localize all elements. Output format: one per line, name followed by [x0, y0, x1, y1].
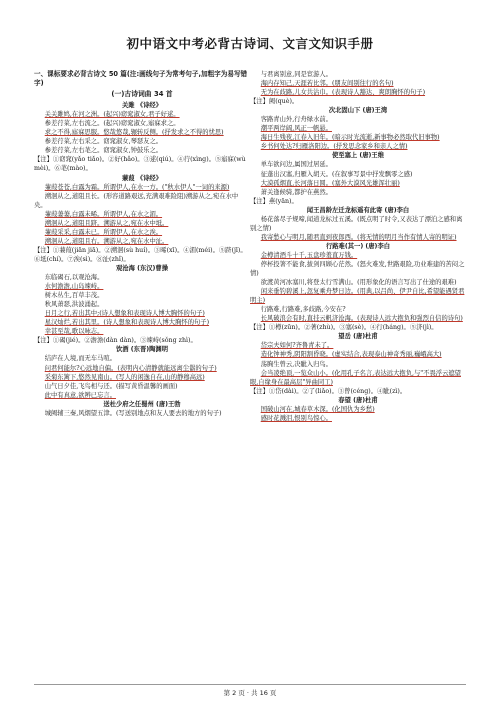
- underlined-line: 蒹葭萋萋,白露未晞。所谓伊人,在水之湄。: [44, 210, 163, 218]
- right-column: [250, 70, 466, 423]
- text-line: 征蓬出汉塞,归雁入胡天。(在叙事写景中抒发飘零之感): [260, 170, 413, 178]
- text-line: 与君离别意,同是宦游人。: [260, 71, 332, 78]
- poem-title: 春望 (唐)杜甫: [338, 396, 378, 404]
- underlined-line: 海日生残夜,江春入旧年。(暗示时光流逝,新事物必然取代旧事物): [260, 134, 440, 142]
- underlined-line: 乡书何处达?归雁洛阳边。(抒发思念家乡和亲人之情): [260, 143, 408, 151]
- poem-title: 关雎 《诗经》: [122, 102, 162, 110]
- poem-title: 观沧海 (东汉)曹操: [115, 264, 169, 272]
- underlined-line: 溯洄从之,道阻且右。溯游从之,宛在水中沚。: [44, 237, 169, 245]
- page-footer: 第 2 页 · 共 16 页: [223, 689, 277, 697]
- annotation-note: 【注】①樽(zūn)。②著(zhù)。③塞(sè)。④行(háng)。⑤济(jì)。: [250, 324, 438, 332]
- underlined-line: 此中有真意,欲辨已忘言。: [44, 391, 116, 399]
- annotation-note: 【注】①岱(dài)。②了(liǎo)。③曾(céng)。④眦(zì)。: [250, 387, 407, 395]
- poem-title: 次北固山下 (唐)王湾: [328, 107, 388, 115]
- underlined-line: 闲来垂钓碧溪上,忽复乘舟梦日边。(用典,以吕尚、伊尹自比,希望能遇贤君明主): [250, 288, 465, 305]
- underlined-line: 采菊东篱下,悠然见南山。(写人的闲逸自在,山的静穆高远): [44, 373, 205, 381]
- underlined-line: 长风破浪会有时,直挂云帆济沧海。(表现诗人远大抱负和强烈自信的诗句): [260, 315, 463, 323]
- poem-title: 蒹葭 《诗经》: [122, 174, 162, 182]
- text-line: 单车欲问边,属国过居延。: [260, 161, 332, 169]
- annotation-note: 【注】阙(què)。: [250, 98, 299, 106]
- text-line: 树木丛生,百草丰茂。: [44, 292, 104, 300]
- text-line: 停杯投箸不能食,拔剑四顾心茫然。(怒火难发,世路艰险,功业难建的苦闷之情): [250, 260, 465, 278]
- underlined-line: 求之不得,寤寐思服。悠哉悠哉,辗转反侧。(抒发求之不得的忧思): [44, 129, 224, 137]
- footer-rule: [34, 684, 466, 685]
- underlined-line: 无为在歧路,儿女共沾巾。(表现诗人豁达、爽朗胸怀的句子): [260, 89, 426, 97]
- text-line: 参差荇菜,左右采之。窈窕淑女,琴瑟友之。: [44, 138, 163, 146]
- left-column: [34, 70, 250, 418]
- underlined-line: 关关雎鸠,在河之洲。(起兴)窈窕淑女,君子好逑。: [44, 111, 180, 119]
- text-line: 客路青山外,行舟绿水前。: [260, 116, 332, 124]
- text-line: 欲渡黄河冰塞川,将登太行雪满山。(用形象化的语言写出了仕途的艰难): [260, 279, 457, 287]
- text-line: 山气日夕佳,飞鸟相与还。(描写黄昏温馨的画面): [44, 382, 178, 390]
- text-line: 结庐在人境,而无车马喧。: [44, 355, 116, 363]
- text-line: 参差荇菜,左右芼之。窈窕淑女,钟鼓乐之。: [44, 147, 163, 155]
- underlined-line: 岱宗夫如何?齐鲁青未了。: [260, 342, 334, 350]
- poem-title: 送杜少府之任蜀州 (唐)王勃: [103, 400, 181, 408]
- text-line: 城阙辅三秦,风烟望五津。(写送别地点和友人要去的地方的句子): [44, 409, 222, 417]
- underlined-line: 溯洄从之,道阻且跻。溯游从之,宛在水中坻。: [44, 219, 169, 227]
- underlined-line: 日月之行,若出其中;(诗人想象和表现诗人博大胸怀的句子): [44, 310, 205, 318]
- underlined-line: 蒹葭采采,白露未已。所谓伊人,在水之涘。: [44, 228, 163, 236]
- text-line: 溯洄从之,道阻且长。(形容道路艰远,充满艰难险阻)溯游从之,宛在水中央。: [34, 192, 239, 209]
- text-line: 荡胸生曾云,决眦入归鸟。: [260, 360, 332, 368]
- section-heading: 一、课标要求必背古诗文 50 篇(注:画线句子为常考句子,加粗字为易写错字): [34, 70, 248, 88]
- underlined-line: 我寄愁心与明月,随君直到夜郎西。(将无情的明月当作有情人寄的明证): [260, 233, 457, 241]
- poem-title: 饮酒 (东晋)陶渊明: [115, 346, 169, 354]
- underlined-line: 幸甚至哉,歌以咏志。: [44, 328, 104, 336]
- annotation-note: 【注】①窈窕(yǎo tiǎo)。②好(hǎo)。③逑(qiú)。④荇(xìng)。⑤寤寐(wù mèi)。⑥芼(mào)。: [34, 156, 246, 173]
- text-line: 行路难,行路难,多歧路,今安在?: [260, 306, 346, 314]
- annotation-note: 【注】①碣(jié)。②澹澹(dàn dàn)。③竦峙(sǒng zhì)。: [34, 337, 197, 345]
- page-title: 初中语文中考必背古诗词、文言文知识手册: [126, 36, 374, 51]
- poem-title: 望岳 (唐)杜甫: [338, 333, 378, 341]
- annotation-note: 【注】①蒹葭(jiān jiā)。②溯洄(sù huí)。③晞(xī)。④湄(méi)。⑤跻(jī)。⑥坻(chí)。⑦涘(sì)。⑧沚(zhǐ)。: [34, 246, 247, 263]
- underlined-line: 大漠孤烟直,长河落日圆。(塞外大漠风光雄浑壮丽): [260, 179, 400, 187]
- text-line: 参差荇菜,左右流之。(起兴)窈窕淑女,寤寐求之。: [44, 120, 180, 128]
- text-line: 秋风萧瑟,洪波涌起。: [44, 301, 104, 309]
- underlined-line: 造化钟神秀,阴阳割昏晓。(虚实结合,表现泰山神奇秀丽,巍峨高大): [260, 351, 442, 359]
- underlined-line: 水何澹澹,山岛竦峙。: [44, 283, 104, 291]
- underlined-line: 蒹葭苍苍,白露为霜。所谓伊人,在水一方。("秋水伊人"一词的来源): [44, 183, 230, 191]
- underlined-line: 问君何能尔?心远地自偏。(表明内心清静就能远离尘嚣的句子): [44, 364, 217, 372]
- text-line: 东临碣石,以观沧海。: [44, 274, 104, 282]
- underlined-line: 星汉灿烂,若出其里。(诗人想象和表现诗人博大胸怀的句子): [44, 319, 210, 327]
- underlined-line: 国破山河在,城春草木深。(化国仇为乡愁): [260, 405, 375, 413]
- annotation-note: 【注】燕(yān)。: [250, 197, 298, 205]
- underlined-line: 金樽清酒斗十千,玉盘珍羞直万钱。: [260, 251, 358, 259]
- underlined-line: 海内存知己,天涯若比邻。(朋友间别往行的名句): [260, 80, 394, 88]
- poem-title: 闻王昌龄左迁龙标遥有此寄 (唐)李白: [306, 206, 410, 214]
- poem-title: 行路难(其一) (唐)李白: [325, 242, 391, 250]
- text-line: 杨花落尽子规啼,闻道龙标过五溪。(既点明了时令,又表达了漂泊之感和离别之情): [250, 215, 463, 232]
- underlined-line: 感时花溅泪,恨别鸟惊心。: [260, 414, 332, 422]
- underlined-line: 会当凌绝顶,一览众山小。(化用孔子名言,表达远大抱负,与"不畏浮云遮望眼,自缘身在最高层"异曲同工): [250, 369, 461, 386]
- underlined-line: 潮平两岸阔,风正一帆悬。: [260, 125, 332, 133]
- poem-title: 使至塞上 (唐)王维: [331, 152, 385, 160]
- subsection-heading: (一)古诗词曲 34 首: [111, 90, 173, 99]
- text-line: 萧关逢候骑,都护在燕然。: [260, 188, 332, 196]
